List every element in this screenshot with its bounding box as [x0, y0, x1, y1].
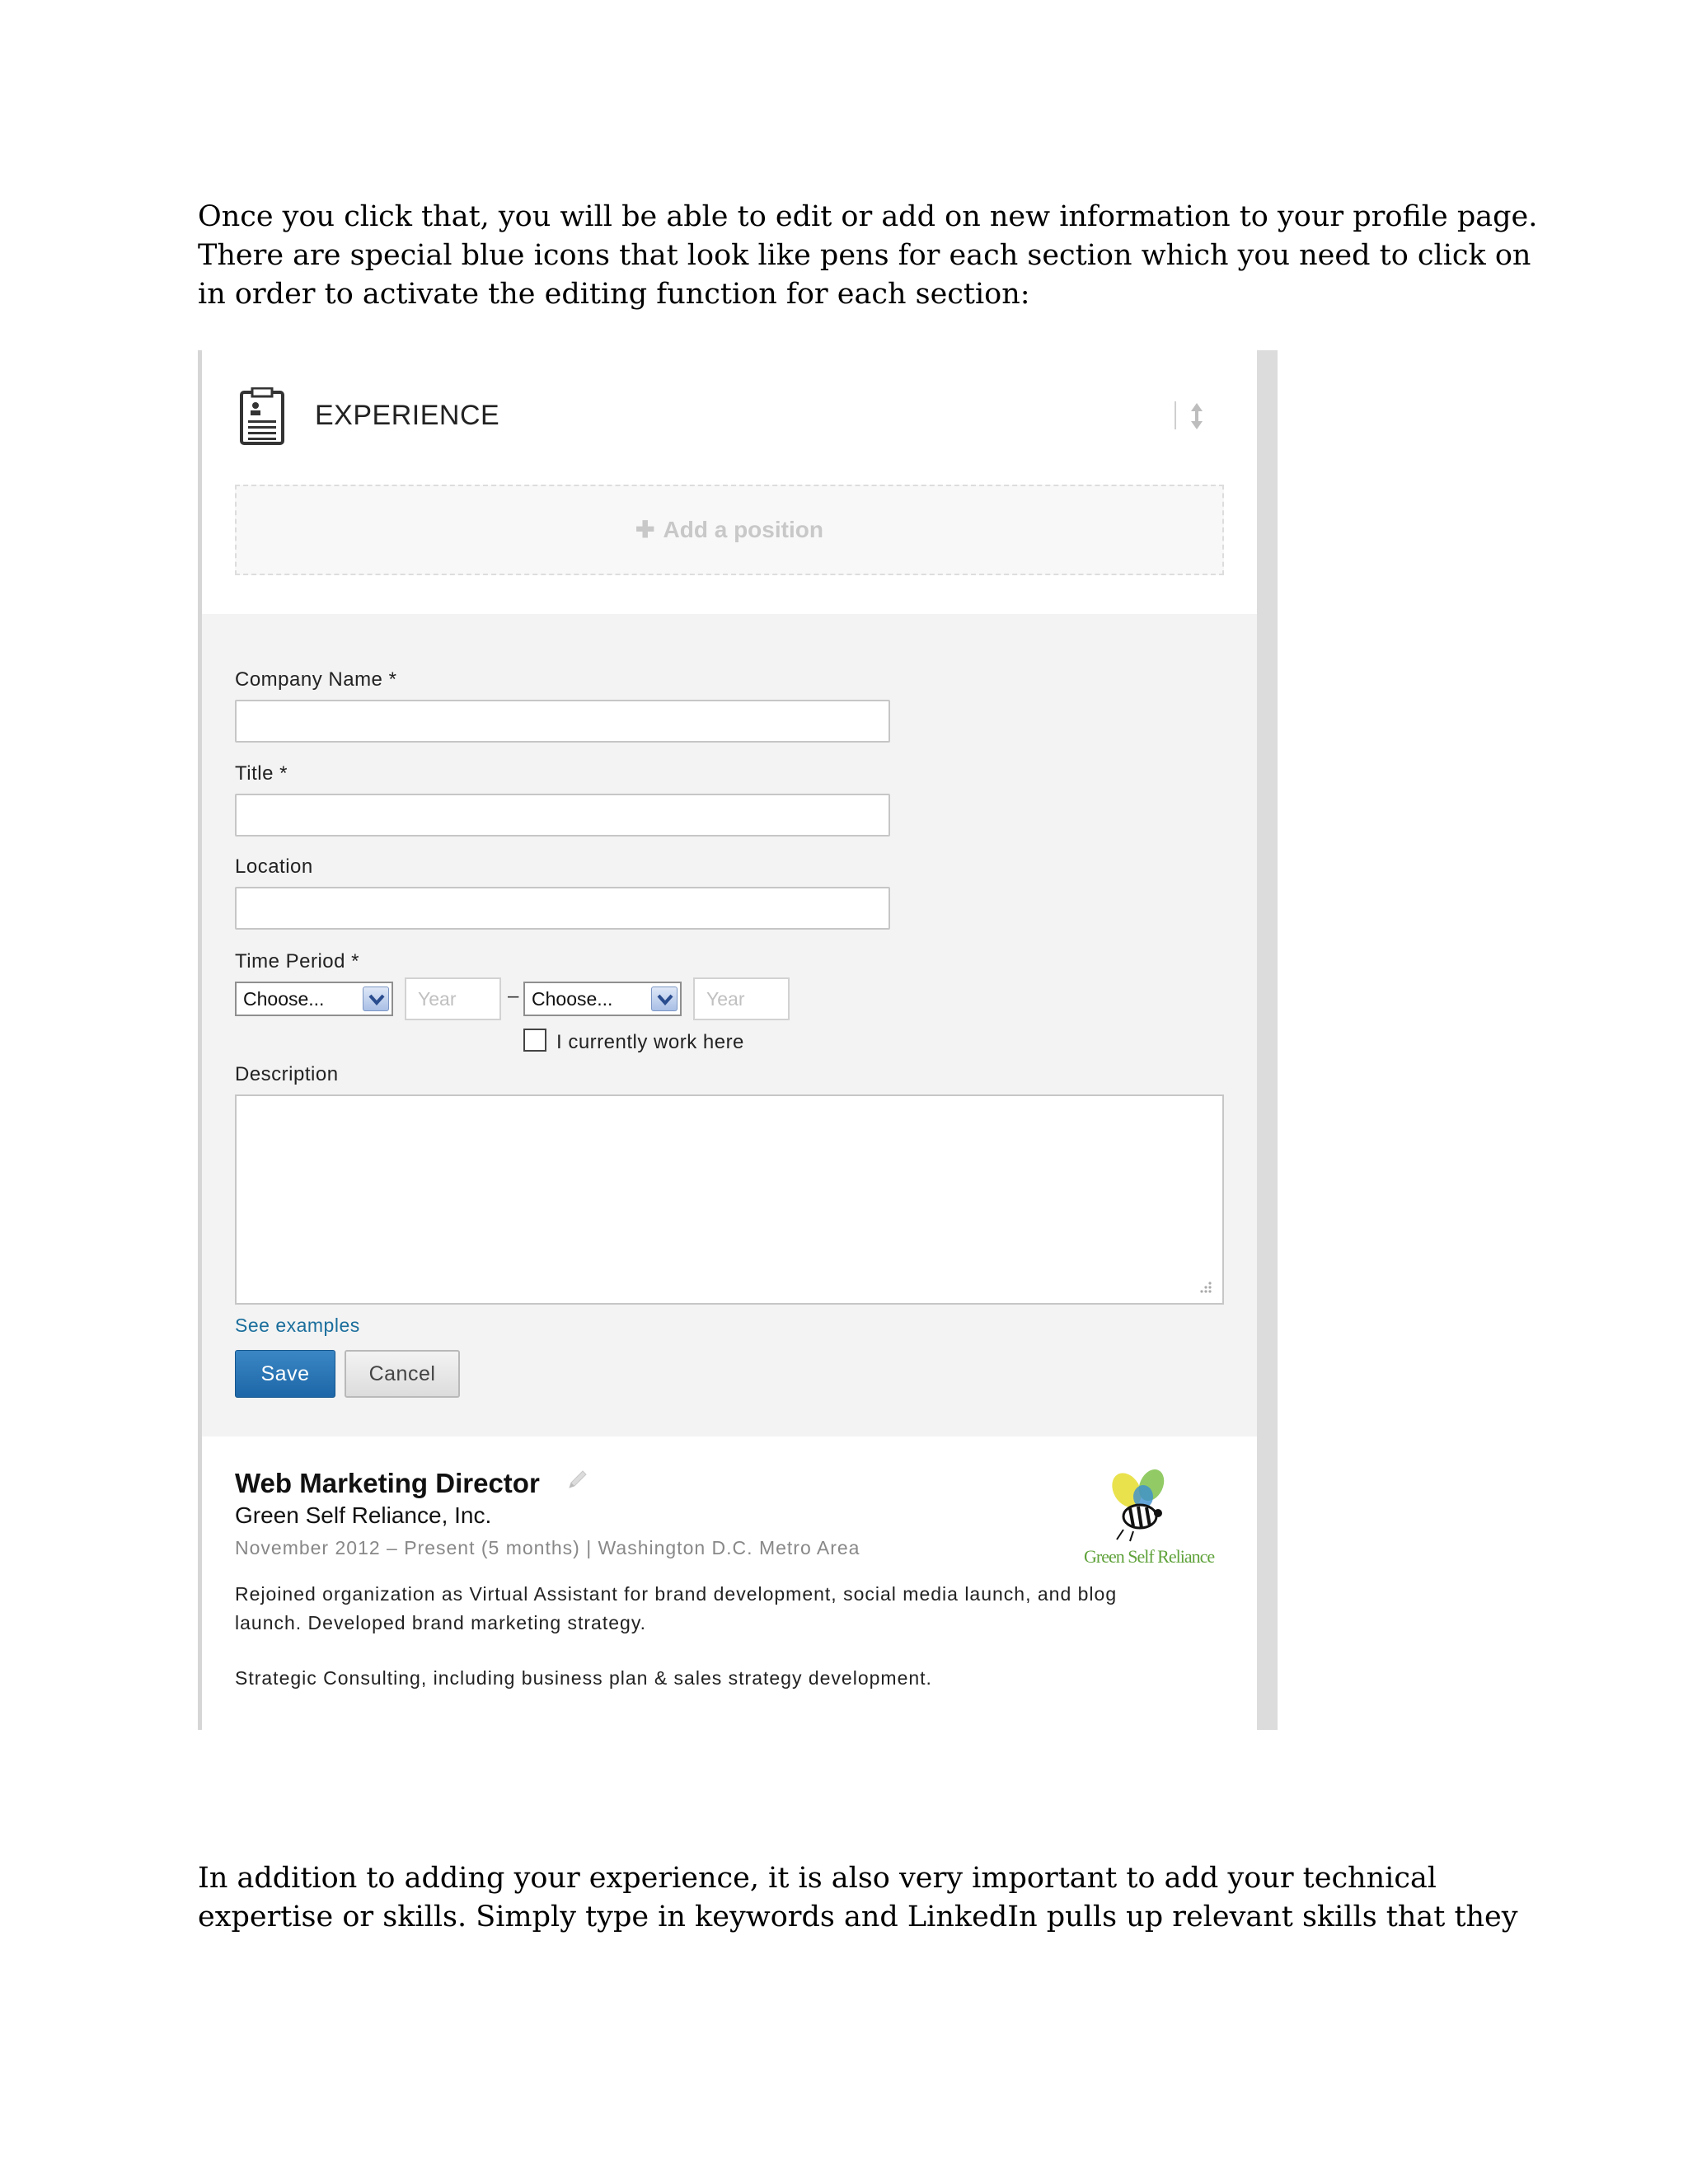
see-examples-link[interactable]: See examples — [235, 1315, 360, 1336]
company-name-label: Company Name * — [235, 668, 397, 691]
currently-work-here-label: I currently work here — [556, 1031, 744, 1053]
pencil-icon[interactable] — [565, 1468, 589, 1493]
section-title: EXPERIENCE — [315, 400, 500, 431]
end-month-select[interactable] — [523, 982, 682, 1016]
experience-panel — [202, 350, 1257, 1730]
experience-header — [202, 350, 1257, 614]
panel-scrollbar-track — [1257, 350, 1278, 1730]
end-year-input[interactable]: Year — [693, 977, 790, 1020]
linkedin-experience-screenshot — [198, 350, 1278, 1730]
company-name-input[interactable] — [235, 700, 890, 743]
position-form — [202, 614, 1257, 1436]
add-position-button[interactable] — [235, 485, 1224, 575]
required-mark: * — [279, 762, 288, 785]
start-month-value: Choose... — [243, 988, 325, 1010]
company-logo-text: Green Self Reliance — [1084, 1546, 1215, 1567]
title-input[interactable] — [235, 794, 890, 837]
end-month-value: Choose... — [532, 988, 613, 1010]
start-month-select[interactable] — [235, 982, 393, 1016]
currently-work-here-checkbox[interactable] — [523, 1029, 546, 1052]
intro-paragraph — [198, 198, 1538, 314]
position-company: Green Self Reliance, Inc. — [235, 1502, 492, 1528]
title-label: Title * — [235, 762, 288, 785]
position-dates-location: November 2012 – Present (5 months) | Washington D.C. Metro Area — [235, 1537, 860, 1558]
resize-grip-icon[interactable] — [1198, 1280, 1212, 1295]
skills-line-1: In addition to adding your experience, it is also very important to add your technical — [198, 1862, 1437, 1895]
required-mark: * — [388, 668, 397, 691]
add-position-label: Add a position — [663, 517, 823, 542]
intro-line-3: in order to activate the editing function for each section: — [198, 278, 1030, 311]
position-description-line-2: launch. Developed brand marketing strategy. — [235, 1612, 647, 1633]
bee-logo-icon — [1084, 1465, 1199, 1548]
description-textarea[interactable] — [235, 1094, 1224, 1305]
chevron-down-icon — [368, 993, 385, 1006]
cancel-button[interactable]: Cancel — [345, 1350, 460, 1398]
chevron-down-icon — [657, 993, 673, 1006]
time-period-label: Time Period * — [235, 950, 359, 972]
company-logo — [1084, 1465, 1215, 1572]
skills-paragraph — [198, 1859, 1533, 1937]
save-button[interactable]: Save — [235, 1350, 335, 1398]
range-dash: – — [508, 985, 519, 1007]
divider — [1175, 401, 1176, 429]
intro-line-2: There are special blue icons that look like pens for each section which you need to click on — [198, 239, 1531, 272]
position-entry — [202, 1436, 1257, 1730]
resume-icon — [239, 387, 285, 445]
intro-line-1: Once you click that, you will be able to edit or add on new information to your profile page. — [198, 200, 1538, 233]
position-description-line-1: Rejoined organization as Virtual Assistant for brand development, social media launch, and blog — [235, 1583, 1118, 1605]
end-month-dropdown-arrow[interactable] — [651, 987, 678, 1011]
description-label: Description — [235, 1063, 339, 1085]
start-month-dropdown-arrow[interactable] — [363, 987, 389, 1011]
skills-line-2: expertise or skills. Simply type in keywords and LinkedIn pulls up relevant skills that they — [198, 1900, 1518, 1933]
location-label: Location — [235, 855, 313, 878]
start-year-input[interactable]: Year — [405, 977, 501, 1020]
sort-arrows-icon[interactable] — [1189, 401, 1204, 431]
plus-icon: ✚ — [635, 517, 655, 542]
position-description-line-3: Strategic Consulting, including business plan & sales strategy development. — [235, 1667, 932, 1689]
required-mark: * — [351, 950, 359, 972]
location-input[interactable] — [235, 887, 890, 930]
position-title: Web Marketing Director — [235, 1468, 540, 1498]
